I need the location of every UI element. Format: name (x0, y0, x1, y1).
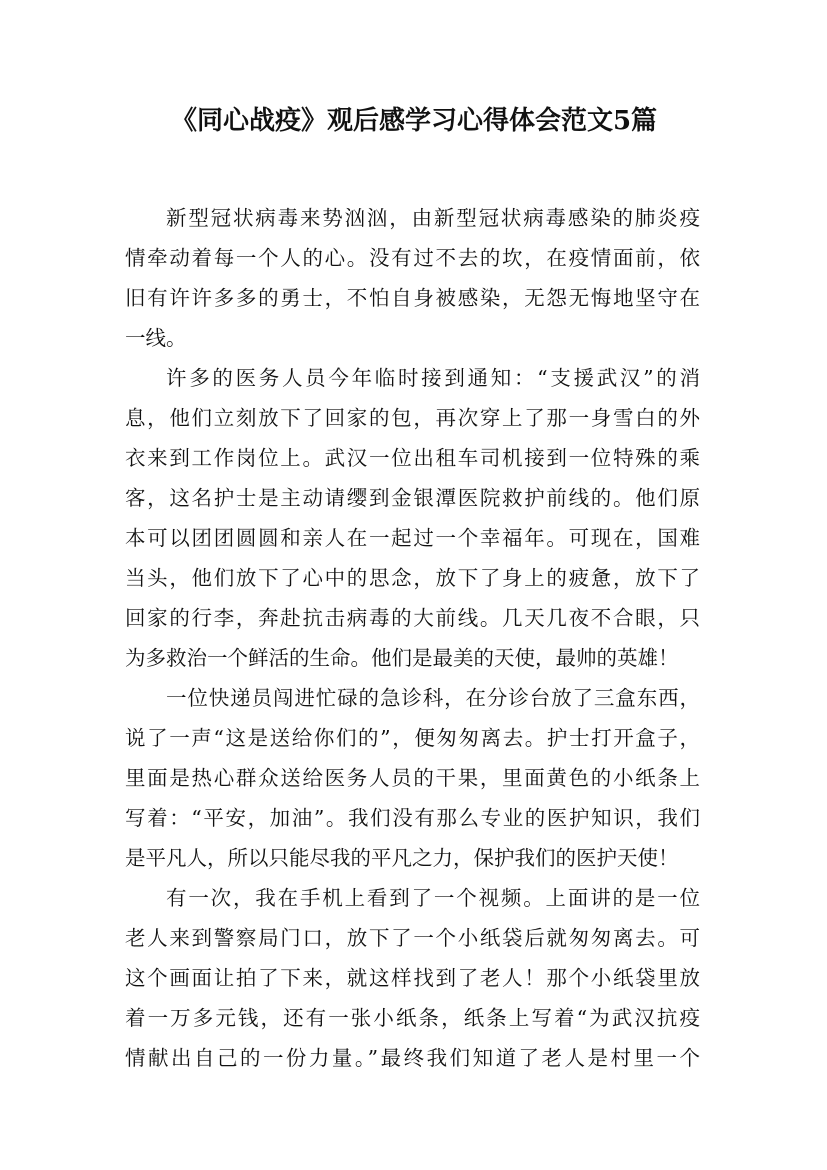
text-line: 一位快递员闯进忙碌的急诊科，在分诊台放了三盒东西， (166, 686, 700, 710)
text-line: 为多救治一个鲜活的生命。他们是最美的天使，最帅的英雄！ (125, 646, 679, 670)
text-line: 写着：“平安，加油”。我们没有那么专业的医护知识，我们 (125, 806, 700, 830)
document-body (125, 198, 700, 1078)
text-line: 息，他们立刻放下了回家的包，再次穿上了那一身雪白的外 (125, 406, 700, 430)
text-line: 着一万多元钱，还有一张小纸条，纸条上写着“为武汉抗疫 (125, 1006, 700, 1030)
text-line: 新型冠状病毒来势汹汹，由新型冠状病毒感染的肺炎疫 (166, 206, 700, 230)
text-line: 当头，他们放下了心中的思念，放下了身上的疲惫，放下了 (125, 566, 700, 590)
text-line: 许多的医务人员今年临时接到通知：“支援武汉”的消 (166, 366, 700, 390)
text-line: 里面是热心群众送给医务人员的干果，里面黄色的小纸条上 (125, 766, 700, 790)
text-line: 衣来到工作岗位上。武汉一位出租车司机接到一位特殊的乘 (125, 446, 700, 470)
text-line: 有一次，我在手机上看到了一个视频。上面讲的是一位 (166, 886, 700, 910)
text-line: 这个画面让拍了下来，就这样找到了老人！那个小纸袋里放 (125, 966, 700, 990)
text-line: 旧有许许多多的勇士，不怕自身被感染，无怨无悔地坚守在 (125, 286, 700, 310)
document-title: 《同心战疫》观后感学习心得体会范文5篇 (170, 106, 658, 136)
text-line: 回家的行李，奔赴抗击病毒的大前线。几天几夜不合眼，只 (125, 606, 700, 630)
text-line: 一线。 (125, 326, 187, 350)
text-line: 本可以团团圆圆和亲人在一起过一个幸福年。可现在，国难 (125, 526, 700, 550)
text-line: 老人来到警察局门口，放下了一个小纸袋后就匆匆离去。可 (125, 926, 700, 950)
text-line: 客，这名护士是主动请缨到金银潭医院救护前线的。他们原 (125, 486, 700, 510)
text-line: 情牵动着每一个人的心。没有过不去的坎，在疫情面前，依 (125, 246, 700, 270)
text-line: 说了一声“这是送给你们的”，便匆匆离去。护士打开盒子， (125, 726, 700, 750)
text-line: 是平凡人，所以只能尽我的平凡之力，保护我们的医护天使！ (125, 846, 679, 870)
text-line: 情献出自己的一份力量。”最终我们知道了老人是村里一个 (125, 1046, 700, 1070)
